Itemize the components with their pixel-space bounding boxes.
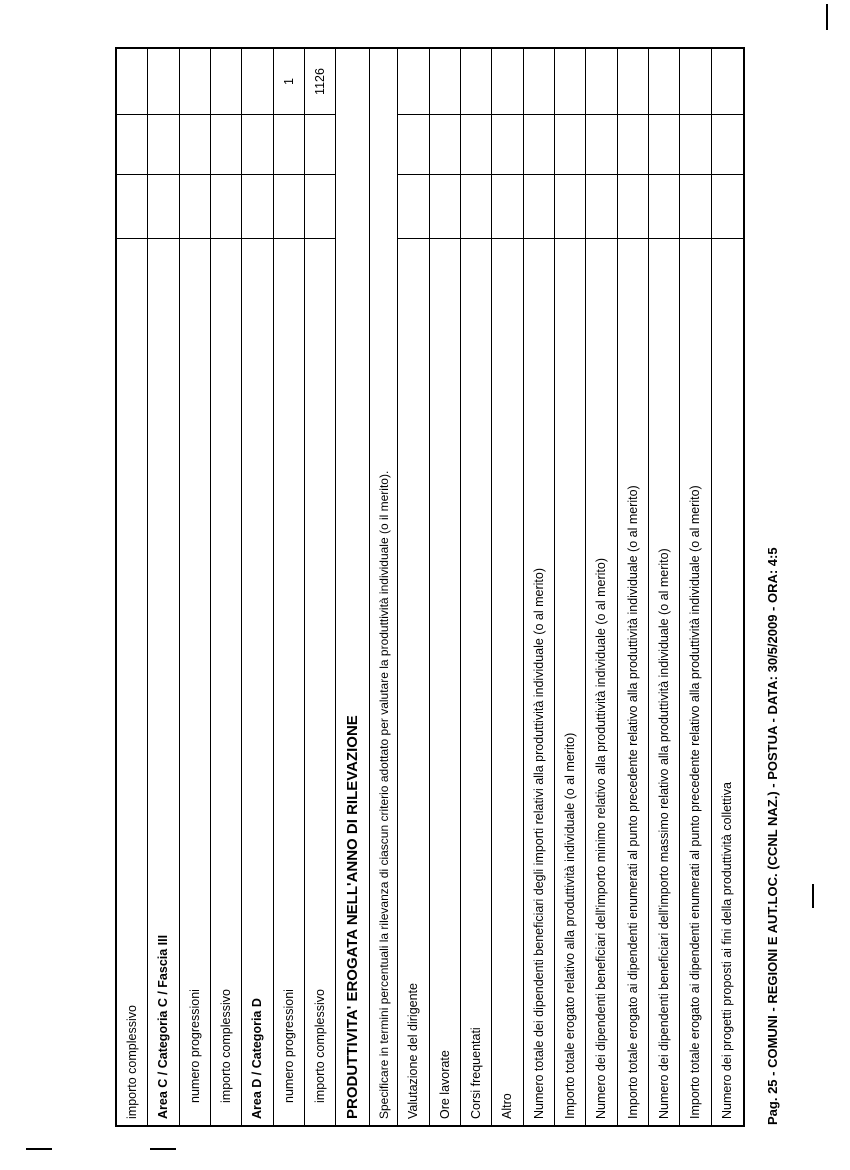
row-cell-3[interactable] — [398, 49, 428, 115]
row-cell-3[interactable] — [117, 49, 147, 115]
row-cell-1[interactable] — [430, 175, 460, 239]
row-cell-3[interactable] — [242, 49, 272, 115]
intro-cell-2 — [370, 115, 397, 175]
row-cell-2[interactable] — [461, 115, 491, 175]
row-cell-3[interactable]: 1 — [274, 49, 304, 115]
row-label: numero progressioni — [281, 989, 296, 1103]
row-cell-2[interactable] — [555, 115, 585, 175]
row-cell-1[interactable] — [148, 175, 178, 239]
row-cell-3[interactable]: 1126 — [305, 49, 335, 115]
row-cell-2[interactable] — [148, 115, 178, 175]
row-cell-1[interactable] — [211, 175, 241, 239]
row-cell-2[interactable] — [211, 115, 241, 175]
table-row — [586, 49, 617, 1125]
row-cell-1[interactable] — [461, 175, 491, 239]
row-cell-3[interactable] — [430, 49, 460, 115]
row-cell-3[interactable] — [461, 49, 491, 115]
row-cell-2[interactable] — [242, 115, 272, 175]
table-row — [712, 49, 743, 1125]
table-row — [274, 49, 305, 1125]
row-cell-1[interactable] — [524, 175, 554, 239]
row-label: Area D / Categoria D — [250, 998, 265, 1119]
row-cell-2[interactable] — [492, 115, 522, 175]
row-label: Corsi frequentati — [469, 1027, 484, 1119]
table-row — [305, 49, 336, 1125]
row-cell-1[interactable] — [555, 175, 585, 239]
row-cell-3[interactable] — [712, 49, 743, 115]
table-row — [492, 49, 523, 1125]
table-row — [242, 49, 273, 1125]
scan-tick-top-right — [826, 4, 828, 30]
row-label: Numero totale dei dipendenti beneficiari degli importi relativi alla produttività individuale (o al merito) — [531, 568, 546, 1119]
row-cell-1[interactable] — [618, 175, 648, 239]
row-label: importo complessivo — [219, 989, 234, 1103]
row-cell-2[interactable] — [398, 115, 428, 175]
row-cell-3[interactable] — [680, 49, 710, 115]
row-cell-3[interactable] — [649, 49, 679, 115]
intro-cell-1 — [370, 175, 397, 239]
row-cell-3[interactable] — [180, 49, 210, 115]
row-cell-3[interactable] — [618, 49, 648, 115]
row-label: importo complessivo — [313, 989, 328, 1103]
heading-cell-2 — [336, 115, 369, 175]
row-cell-2[interactable] — [524, 115, 554, 175]
scan-tick-bottom-mid — [150, 1148, 176, 1150]
row-label: Valutazione del dirigente — [406, 983, 421, 1119]
page-footer: Pag. 25 - COMUNI - REGIONI E AUT.LOC. (CCNL NAZ.) - POSTUA - DATA: 30/5/2009 - ORA: 4:5 — [765, 547, 780, 1125]
row-label: Importo totale erogato ai dipendenti enumerati al punto precedente relativo alla produttività individuale (o al merito) — [688, 485, 703, 1119]
table-row — [148, 49, 179, 1125]
row-cell-1[interactable] — [586, 175, 616, 239]
row-cell-3[interactable] — [148, 49, 178, 115]
row-label: numero progressioni — [187, 989, 202, 1103]
intro-cell-3 — [370, 49, 397, 115]
row-label: Area C / Categoria C / Fascia III — [156, 934, 171, 1119]
row-cell-2[interactable] — [618, 115, 648, 175]
section-intro: Specificare in termini percentuali la rilevanza di ciascun criterio adottato per valutare la produttività individuale (o il merito). — [376, 470, 391, 1119]
row-label: Numero dei progetti proposti ai fini della produttività collettiva — [720, 782, 735, 1119]
row-cell-1[interactable] — [180, 175, 210, 239]
row-cell-1[interactable] — [398, 175, 428, 239]
row-cell-2[interactable] — [117, 115, 147, 175]
row-label: Ore lavorate — [437, 1050, 452, 1119]
row-label: Importo totale erogato relativo alla produttività individuale (o al merito) — [563, 732, 578, 1119]
scanned-page — [75, 25, 780, 1145]
section-heading-row — [336, 49, 370, 1125]
row-label: importo complessivo — [125, 1005, 140, 1119]
table-row — [430, 49, 461, 1125]
heading-cell-3 — [336, 49, 369, 115]
table-row — [680, 49, 711, 1125]
row-cell-3[interactable] — [555, 49, 585, 115]
row-label: Numero dei dipendenti beneficiari dell'importo minimo relativo alla produttività individuale (o al merito) — [594, 558, 609, 1119]
row-cell-2[interactable] — [430, 115, 460, 175]
row-cell-1[interactable] — [242, 175, 272, 239]
row-cell-2[interactable] — [649, 115, 679, 175]
row-label: Importo totale erogato ai dipendenti enumerati al punto precedente relativo alla produttività individuale (o al merito) — [625, 485, 640, 1119]
table-row — [398, 49, 429, 1125]
row-cell-2[interactable] — [274, 115, 304, 175]
row-cell-3[interactable] — [492, 49, 522, 115]
row-cell-2[interactable] — [680, 115, 710, 175]
row-cell-1[interactable] — [117, 175, 147, 239]
row-cell-2[interactable] — [305, 115, 335, 175]
form-table-rows — [117, 49, 743, 1125]
table-row — [524, 49, 555, 1125]
table-row — [555, 49, 586, 1125]
table-row — [180, 49, 211, 1125]
row-cell-3[interactable] — [586, 49, 616, 115]
section-intro-row — [370, 49, 398, 1125]
row-cell-2[interactable] — [180, 115, 210, 175]
row-label: Altro — [500, 1093, 515, 1119]
scan-tick-mid-right — [812, 884, 814, 908]
scan-tick-bottom-left — [26, 1148, 52, 1150]
table-row — [618, 49, 649, 1125]
heading-cell-1 — [336, 175, 369, 239]
section-heading: PRODUTTIVITA' EROGATA NELL'ANNO DI RILEVAZIONE — [344, 715, 362, 1119]
row-label: Numero dei dipendenti beneficiari dell'importo massimo relativo alla produttività individuale (o al merito) — [657, 548, 672, 1119]
table-row — [649, 49, 680, 1125]
table-row — [461, 49, 492, 1125]
row-cell-1[interactable] — [649, 175, 679, 239]
row-cell-2[interactable] — [712, 115, 743, 175]
table-row — [211, 49, 242, 1125]
table-row — [117, 49, 148, 1125]
row-cell-3[interactable] — [524, 49, 554, 115]
row-cell-1[interactable] — [492, 175, 522, 239]
row-cell-2[interactable] — [586, 115, 616, 175]
row-cell-1[interactable] — [680, 175, 710, 239]
row-cell-1[interactable] — [305, 175, 335, 239]
row-cell-1[interactable] — [274, 175, 304, 239]
row-cell-3[interactable] — [211, 49, 241, 115]
row-cell-1[interactable] — [712, 175, 743, 239]
form-table — [115, 47, 745, 1127]
